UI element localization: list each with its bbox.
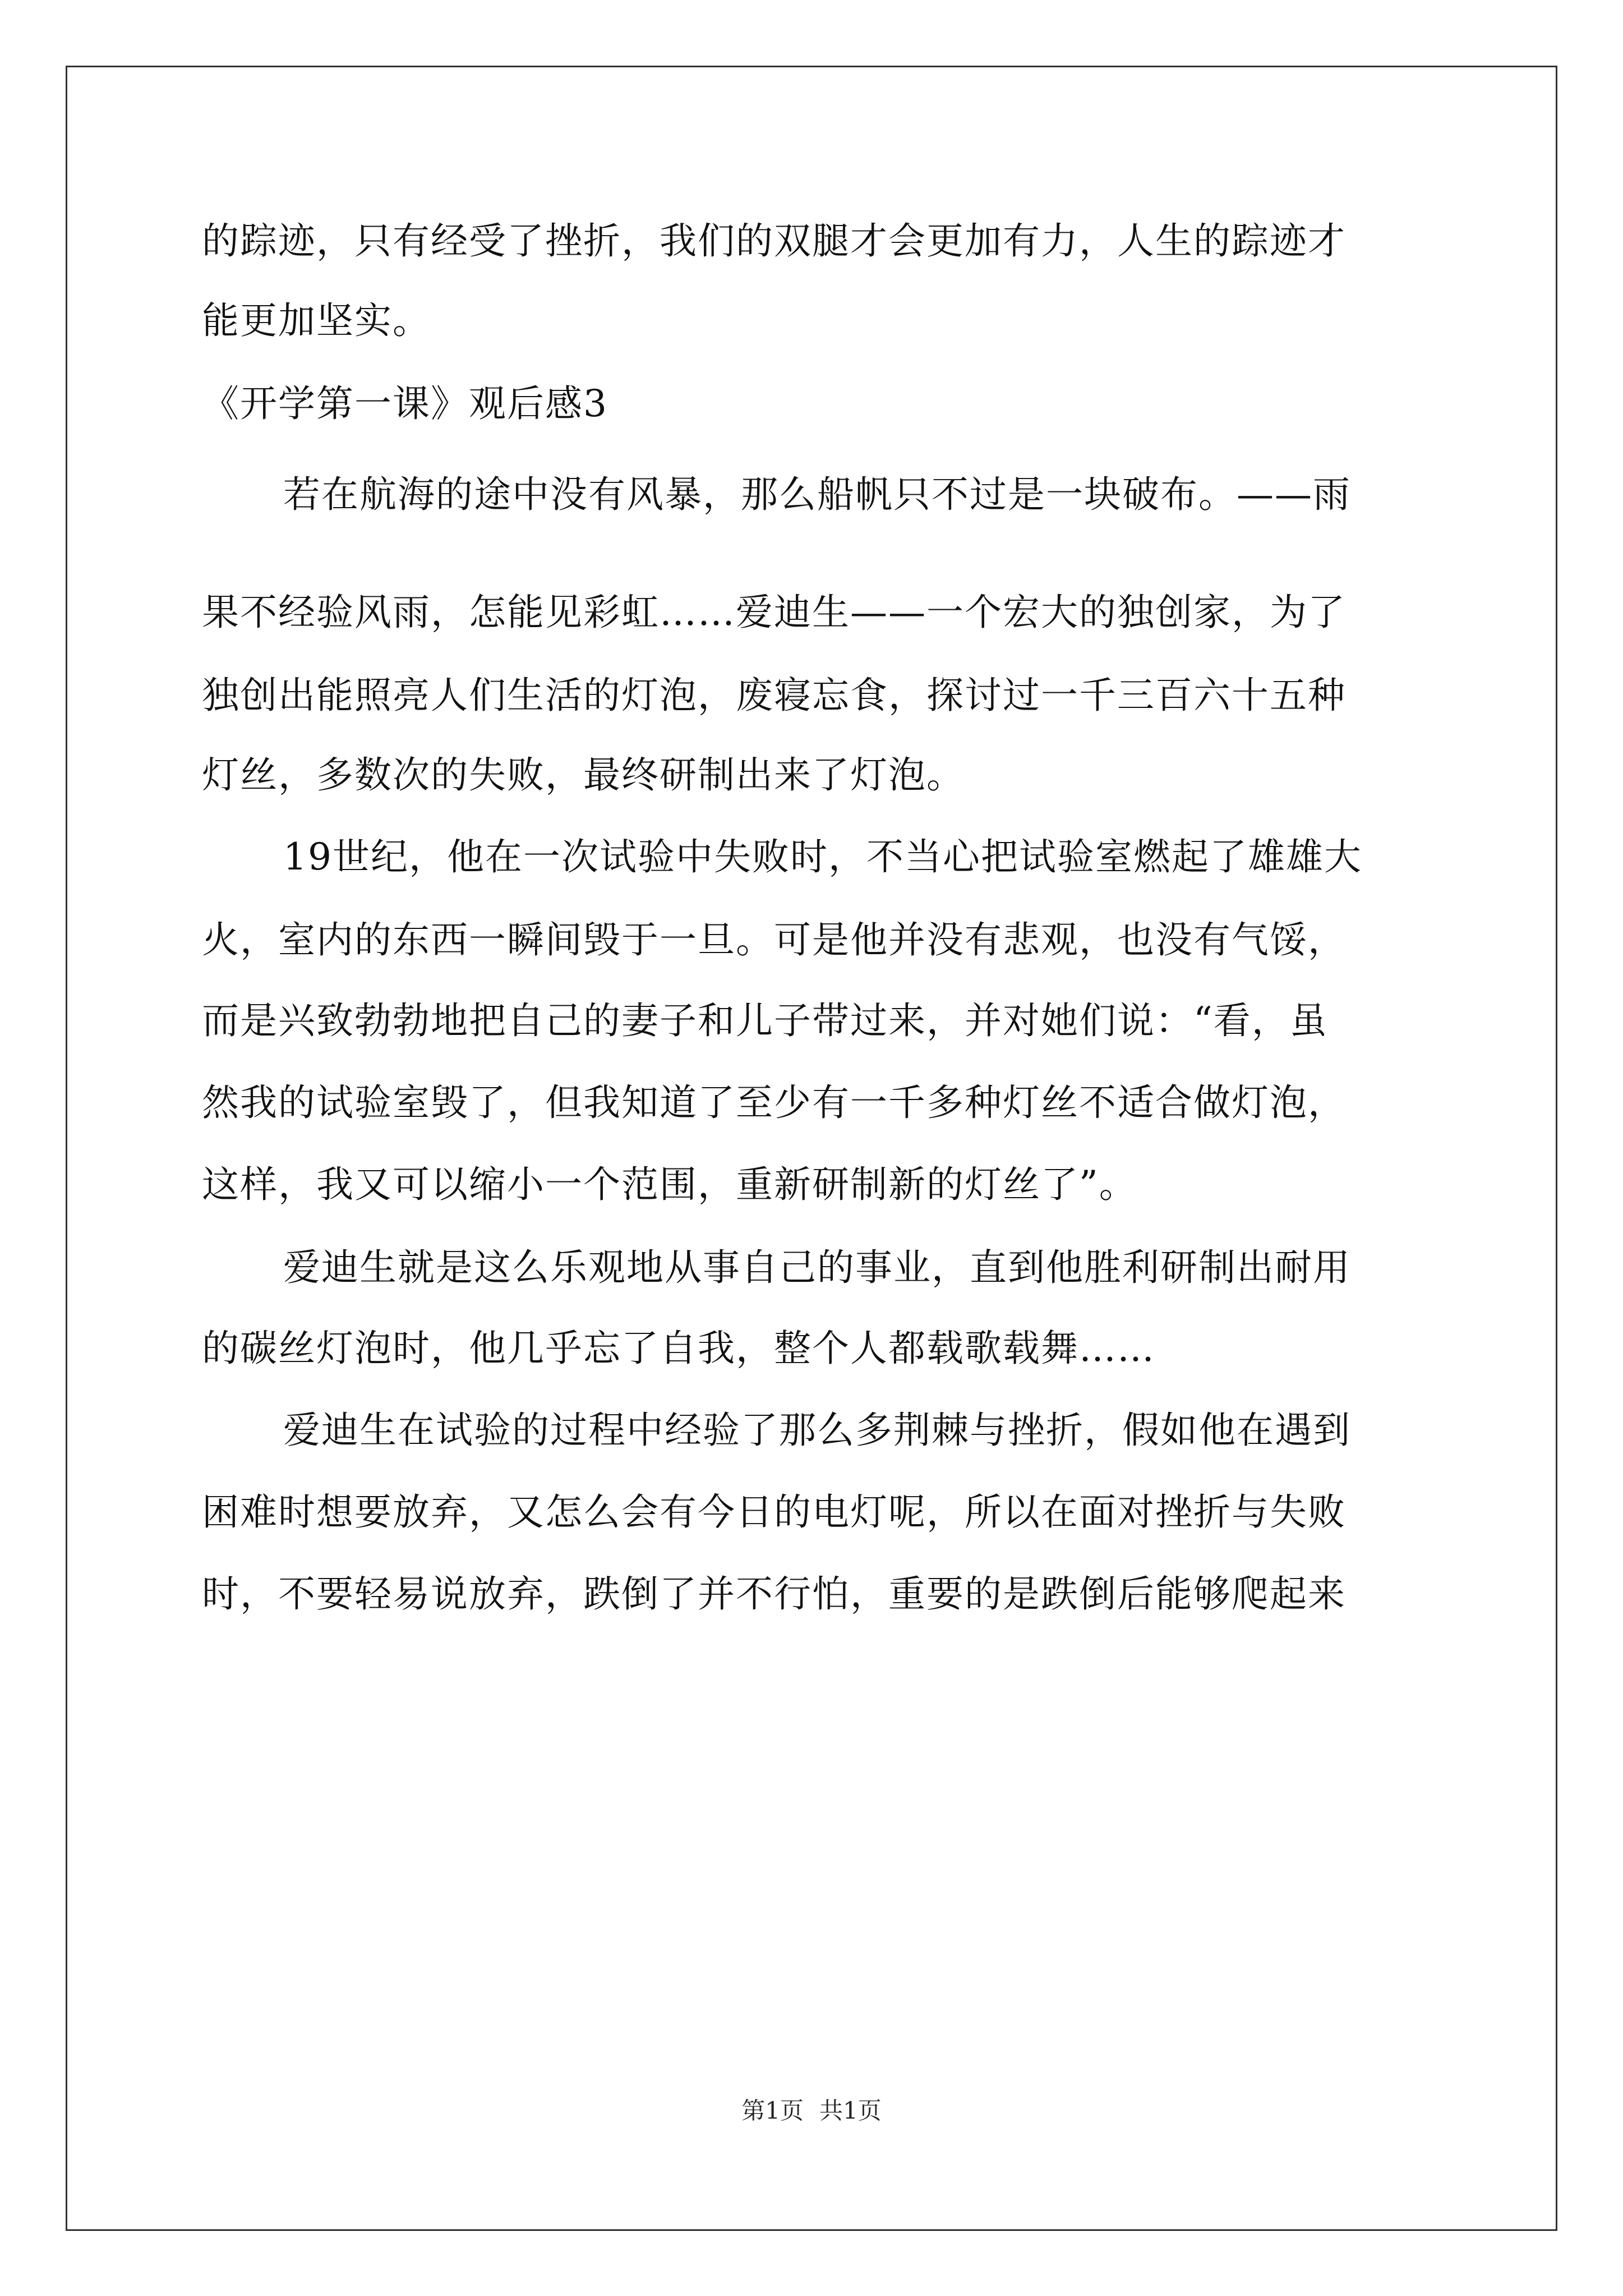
page-count: 共1页 (819, 2097, 882, 2124)
body-line: 而是兴致勃勃地把自己的妻子和儿子带过来，并对她们说：“看，虽 (202, 999, 1328, 1042)
body-line: 独创出能照亮人们生活的灯泡，废寝忘食，探讨过一千三百六十五种 (202, 674, 1346, 717)
body-line: 果不经验风雨，怎能见彩虹……爱迪生——一个宏大的独创家，为了 (202, 591, 1346, 634)
body-line: 能更加坚实。 (202, 299, 431, 342)
body-line: 的碳丝灯泡时，他几乎忘了自我，整个人都载歌载舞…… (202, 1327, 1155, 1370)
body-line: 火，室内的东西一瞬间毁于一旦。可是他并没有悲观，也没有气馁， (202, 918, 1346, 961)
body-line: 爱迪生在试验的过程中经验了那么多荆棘与挫折，假如他在遇到 (283, 1409, 1351, 1452)
body-line: 19世纪，他在一次试验中失败时，不当心把试验室燃起了雄雄大 (283, 835, 1362, 878)
section-title: 《开学第一课》观后感3 (202, 382, 608, 425)
body-line: 灯丝，多数次的失败，最终研制出来了灯泡。 (202, 753, 965, 797)
body-line: 爱迪生就是这么乐观地从事自己的事业，直到他胜利研制出耐用 (283, 1246, 1351, 1289)
page-number: 第1页 (741, 2097, 804, 2124)
body-line: 的踪迹，只有经受了挫折，我们的双腿才会更加有力，人生的踪迹才 (202, 219, 1346, 263)
body-line: 困难时想要放弃，又怎么会有今日的电灯呢，所以在面对挫折与失败 (202, 1490, 1346, 1534)
body-line: 时，不要轻易说放弃，跌倒了并不行怕，重要的是跌倒后能够爬起来 (202, 1572, 1346, 1616)
page-footer (0, 2097, 1623, 2125)
body-line: 若在航海的途中没有风暴，那么船帆只不过是一块破布。——雨 (283, 473, 1351, 516)
body-line: 这样，我又可以缩小一个范围，重新研制新的灯丝了”。 (202, 1163, 1137, 1206)
body-line: 然我的试验室毁了，但我知道了至少有一千多种灯丝不适合做灯泡， (202, 1081, 1346, 1124)
